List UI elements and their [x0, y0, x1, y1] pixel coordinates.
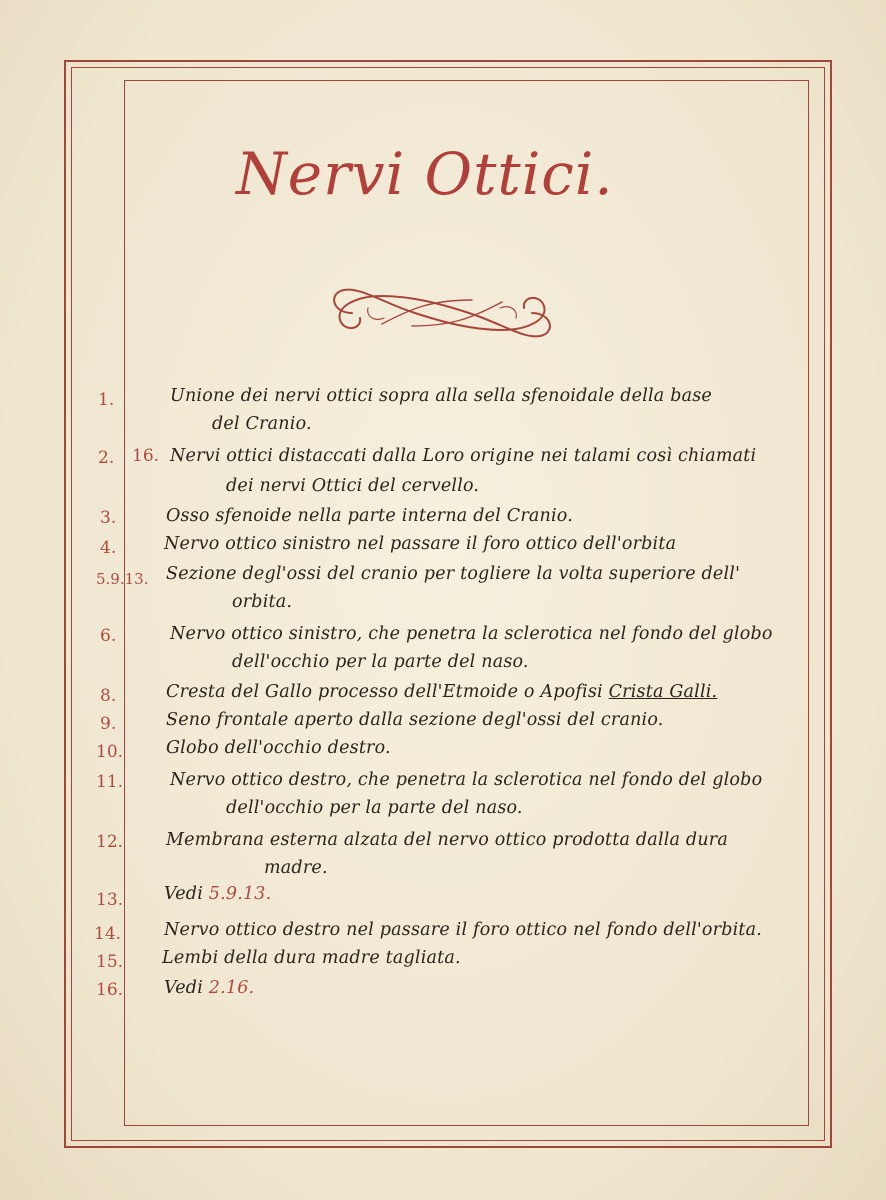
entry-text-continuation: madre. — [264, 858, 328, 878]
entry-number: 6. — [100, 626, 117, 646]
inner-border-right — [808, 80, 809, 1126]
entry-number: 11. — [96, 772, 124, 792]
entry-text: Nervo ottico destro nel passare il foro ottico nel fondo dell'orbita. — [164, 920, 763, 940]
entry-number: 3. — [100, 508, 117, 528]
entry-text: Unione dei nervi ottici sopra alla sella sfenoidale della base — [170, 386, 712, 406]
entry-text: Seno frontale aperto dalla sezione degl'ossi del cranio. — [166, 710, 664, 730]
entry-text: Nervo ottico destro, che penetra la sclerotica nel fondo del globo — [170, 770, 763, 790]
entry-text: Nervi ottici distaccati dalla Loro origine nei talami così chiamati — [170, 446, 757, 466]
inner-border-bottom — [124, 1125, 809, 1126]
entry-number: 2. — [98, 448, 115, 468]
entry-number: 13. — [96, 890, 124, 910]
entry-number: 12. — [96, 832, 124, 852]
calligraphic-flourish-icon — [322, 278, 562, 348]
entry-text-continuation: del Cranio. — [212, 414, 312, 434]
entry-number: 10. — [96, 742, 124, 762]
entry-number: 1. — [98, 390, 115, 410]
entry-text: Lembi della dura madre tagliata. — [162, 948, 461, 968]
entry-text-continuation: dell'occhio per la parte del naso. — [226, 798, 523, 818]
entry-number: 4. — [100, 538, 117, 558]
entry-text: Sezione degl'ossi del cranio per togliere la volta superiore dell' — [166, 564, 741, 584]
entry-text — [164, 978, 254, 998]
entry-text-continuation: orbita. — [232, 592, 293, 612]
entry-text-continuation: dei nervi Ottici del cervello. — [226, 476, 480, 496]
entry-text: Nervo ottico sinistro nel passare il foro ottico dell'orbita — [164, 534, 677, 554]
entry-number: 8. — [100, 686, 117, 706]
entry-number: 14. — [94, 924, 122, 944]
entry-text — [166, 682, 717, 702]
cross-reference: 5.9.13. — [208, 884, 272, 904]
entry-text-main: Vedi — [164, 884, 203, 904]
margin-rule — [124, 80, 125, 1126]
entry-number: 15. — [96, 952, 124, 972]
entry-number: 5.9.13. — [96, 570, 149, 588]
cross-reference: 2.16. — [208, 978, 255, 998]
entry-text: Membrana esterna alzata del nervo ottico prodotta dalla dura — [166, 830, 729, 850]
entry-text — [164, 884, 271, 904]
entry-text: Globo dell'occhio destro. — [166, 738, 391, 758]
entry-text: Nervo ottico sinistro, che penetra la sclerotica nel fondo del globo — [170, 624, 773, 644]
entry-text-main: Vedi — [164, 978, 203, 998]
inner-border-top — [124, 80, 809, 81]
page-title: Nervi Ottici. — [236, 140, 614, 208]
entry-number-secondary: 16. — [132, 446, 160, 466]
entry-text-underlined: Crista Galli. — [608, 682, 718, 702]
entry-text-continuation: dell'occhio per la parte del naso. — [232, 652, 529, 672]
entry-number: 16. — [96, 980, 124, 1000]
entry-text-main: Cresta del Gallo processo dell'Etmoide o Apofisi — [166, 682, 609, 702]
entry-number: 9. — [100, 714, 117, 734]
entry-text: Osso sfenoide nella parte interna del Cranio. — [166, 506, 573, 526]
